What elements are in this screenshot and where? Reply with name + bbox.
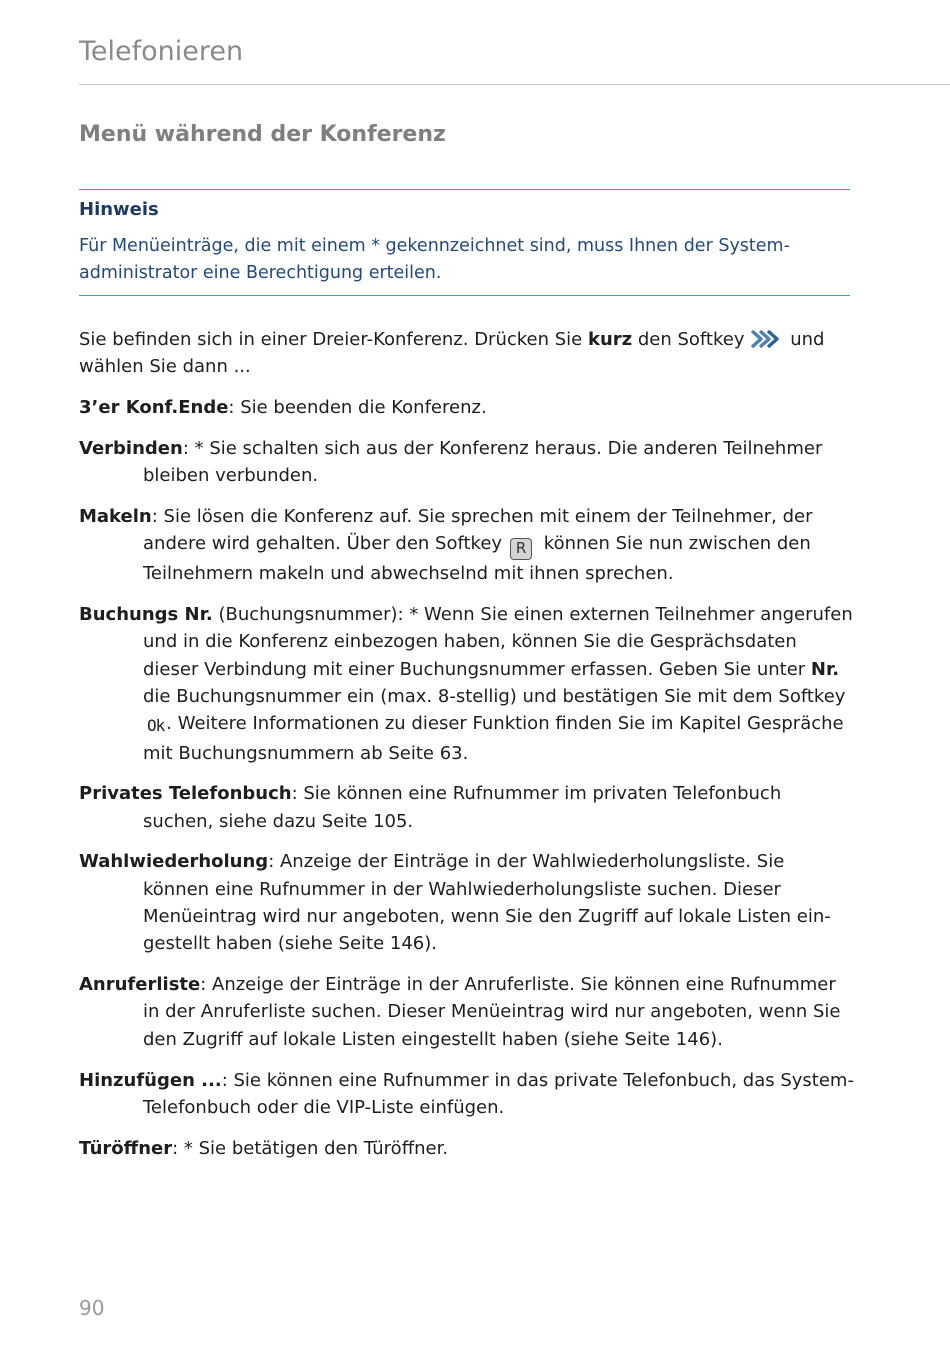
entry-makeln <box>79 503 854 588</box>
intro-text-pre: Sie befinden sich in einer Dreier-Konferenz. Drücken Sie <box>79 329 588 350</box>
note-text: Für Menüeinträge, die mit einem * gekennzeichnet sind, muss Ihnen der Systemadministrator eine Berechtigung erteilen. <box>79 236 790 283</box>
entry-term: Buchungs Nr. <box>79 604 213 626</box>
entry-text: : Sie können eine Rufnummer in das private Telefonbuch, das System-Telefonbuch oder die VIP-Liste einfügen. <box>143 1069 854 1118</box>
entry-term: 3’er Konf.Ende <box>79 397 229 419</box>
double-chevron-right-icon <box>749 328 779 350</box>
ok-softkey-icon: Ok <box>147 716 165 736</box>
entry-verbinden <box>79 435 854 490</box>
entry-term: Hinzufügen ... <box>79 1069 222 1091</box>
entry-text: : Sie beenden die Konferenz. <box>228 397 487 419</box>
section-title: Menü während der Konferenz <box>79 122 446 147</box>
entry-text: . Weitere Informationen zu dieser Funktion finden Sie im Kapitel Gespräche mit Buchungsnummern ab Seite 63. <box>143 713 844 764</box>
entry-text: (Buchungsnummer): * Wenn Sie einen externen Teilnehmer angerufen und in die Konferenz einbezogen haben, können Sie die Gesprächsdaten dieser Verbindung mit einer Buchungsnummer erfassen. Geben Sie unter <box>143 604 853 680</box>
entry-text: : Sie können eine Rufnummer im privaten Telefonbuch suchen, siehe dazu Seite 105. <box>143 783 782 832</box>
entry-text: : * Sie betätigen den Türöffner. <box>172 1137 449 1159</box>
page-number: 90 <box>79 1296 105 1320</box>
entry-term: Wahlwiederholung <box>79 851 269 873</box>
entry-konf-ende <box>79 394 854 421</box>
entry-term: Anruferliste <box>79 974 201 996</box>
entry-text: können Sie nun zwischen den Teilnehmern makeln und abwechselnd mit ihnen sprechen. <box>143 533 811 585</box>
entry-anruferliste <box>79 971 854 1053</box>
intro-text-mid: den Softkey <box>632 329 745 350</box>
content <box>79 326 854 1175</box>
entry-text: : Sie lösen die Konferenz auf. Sie sprechen mit einem der Teilnehmer, der andere wird gehalten. Über den Softkey <box>143 505 813 555</box>
entry-text: : * Sie schalten sich aus der Konferenz heraus. Die anderen Teilnehmer bleiben verbunden. <box>143 437 823 487</box>
entry-buchungs-nr <box>79 601 854 767</box>
entry-term: Makeln <box>79 505 152 527</box>
entry-term: Türöffner <box>79 1137 173 1159</box>
entry-term: Privates Telefonbuch <box>79 783 292 805</box>
entry-inline-bold: Nr. <box>810 658 840 680</box>
entry-text: : Anzeige der Einträge in der Anruferliste. Sie können eine Rufnummer in der Anruferliste suchen. Dieser Menüeintrag wird nur angeboten, wenn Sie den Zugriff auf lokale Listen eingestellt haben (siehe Seite 146). <box>143 974 841 1050</box>
note-box <box>79 189 850 296</box>
note-title: Hinweis <box>79 199 159 220</box>
intro-paragraph <box>79 326 854 381</box>
intro-text-post: und wählen Sie dann ... <box>79 329 825 378</box>
entry-text: die Buchungsnummer ein (max. 8-stellig) und bestätigen Sie mit dem Softkey <box>143 685 846 707</box>
r-softkey-icon: R <box>510 538 532 560</box>
entry-privates-telefonbuch <box>79 780 854 835</box>
entry-term: Verbinden <box>79 437 183 459</box>
entry-text: : Anzeige der Einträge in der Wahlwiederholungsliste. Sie können eine Rufnummer in der Wahlwiederholungsliste suchen. Dieser Menüeintrag wird nur angeboten, wenn Sie den Zugriff auf lokale Listen eingestellt haben (siehe Seite 146). <box>143 851 831 955</box>
chapter-title: Telefonieren <box>79 36 244 67</box>
entry-tueroeffner <box>79 1135 854 1162</box>
header-divider <box>79 84 950 85</box>
entry-hinzufuegen <box>79 1067 854 1122</box>
entry-wahlwiederholung <box>79 848 854 957</box>
intro-bold: kurz <box>587 329 633 350</box>
